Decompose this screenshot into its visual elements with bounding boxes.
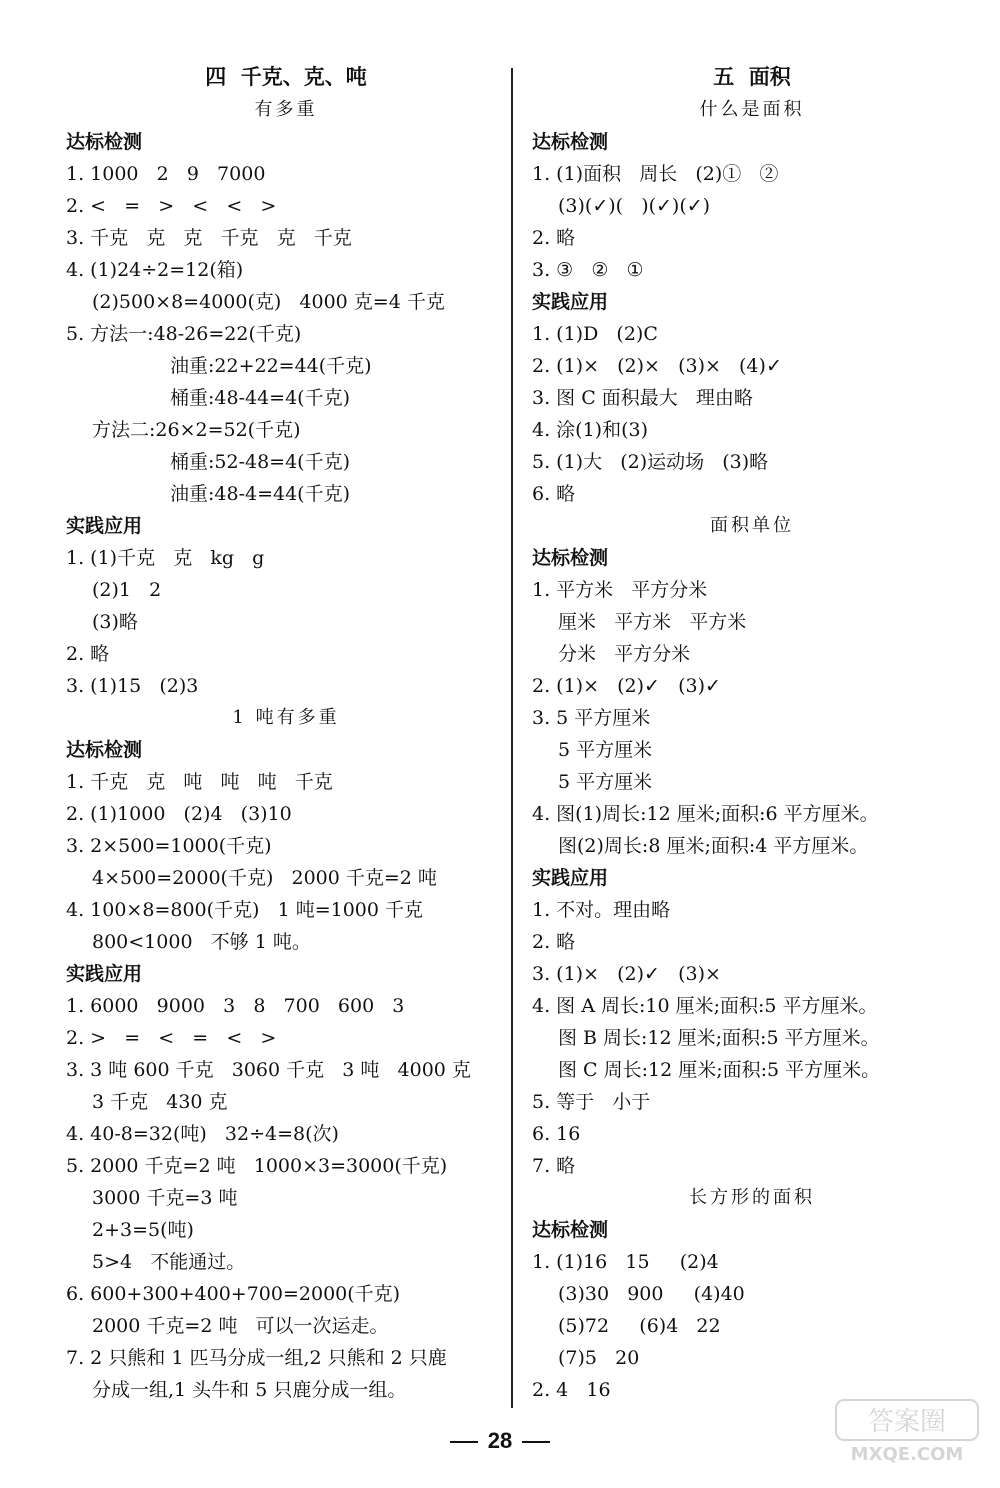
answer-line: 1. 千克 克 吨 吨 吨 千克 — [66, 771, 333, 793]
chapter-title: 五 面积 — [713, 64, 791, 89]
answer-line: 2. > = < = < > — [66, 1027, 277, 1049]
right-column — [532, 60, 972, 1406]
answer-line: 800<1000 不够 1 吨。 — [92, 931, 311, 953]
section-heading: 实践应用 — [66, 963, 143, 985]
answer-line: 4. 涂(1)和(3) — [532, 419, 648, 441]
section-subtitle: 面积单位 — [710, 515, 794, 536]
section-heading: 实践应用 — [532, 291, 609, 313]
answer-line: 方法二:26×2=52(千克) — [92, 419, 301, 441]
section-heading: 达标检测 — [532, 1219, 609, 1241]
answer-line: 3. (1)15 (2)3 — [66, 675, 199, 697]
answer-line: 厘米 平方米 平方米 — [558, 611, 747, 633]
answer-line: 2. (1)× (2)✓ (3)✓ — [532, 675, 721, 697]
answer-line: 2. < = > < < > — [66, 195, 277, 217]
answer-line: (3)(✓)( )(✓)(✓) — [558, 195, 711, 217]
answer-line: 6. 600+300+400+700=2000(千克) — [66, 1283, 401, 1305]
answer-line: 桶重:48-44=4(千克) — [170, 387, 351, 409]
answer-line: (3)30 900 (4)40 — [558, 1283, 745, 1305]
answer-line: 1. (1)D (2)C — [532, 323, 658, 345]
answer-line: 4. 100×8=800(千克) 1 吨=1000 千克 — [66, 899, 424, 921]
section-heading: 达标检测 — [66, 739, 143, 761]
page-number-text: 28 — [487, 1428, 513, 1453]
answer-line: 3. 5 平方厘米 — [532, 707, 651, 729]
section-heading: 实践应用 — [66, 515, 143, 537]
answer-line: 图 C 周长:12 厘米;面积:5 平方厘米。 — [558, 1059, 881, 1081]
answer-line: 4. 图(1)周长:12 厘米;面积:6 平方厘米。 — [532, 803, 879, 825]
answer-line: 5>4 不能通过。 — [92, 1251, 246, 1273]
answer-line: 3. 千克 克 克 千克 克 千克 — [66, 227, 352, 249]
answer-line: 桶重:52-48=4(千克) — [170, 451, 351, 473]
left-column — [66, 60, 506, 1406]
section-subtitle: 1 吨有多重 — [232, 707, 340, 728]
answer-line: 5. 2000 千克=2 吨 1000×3=3000(千克) — [66, 1155, 448, 1177]
watermark-line2: MXQE.COM — [850, 1444, 964, 1465]
answer-line: 3 千克 430 克 — [92, 1091, 228, 1113]
answer-line: 6. 略 — [532, 483, 576, 505]
answer-line: 图 B 周长:12 厘米;面积:5 平方厘米。 — [558, 1027, 880, 1049]
answer-line: 1. 不对。理由略 — [532, 899, 671, 921]
answer-line: 油重:48-4=44(千克) — [170, 483, 351, 505]
answer-line: 2. (1)1000 (2)4 (3)10 — [66, 803, 292, 825]
section-heading: 达标检测 — [66, 131, 143, 153]
answer-line: 1. 平方米 平方分米 — [532, 579, 708, 601]
answer-line: 1. 1000 2 9 7000 — [66, 163, 266, 185]
answer-line: 3. 图 C 面积最大 理由略 — [532, 387, 753, 409]
answer-line: 5 平方厘米 — [558, 771, 653, 793]
answer-line: 6. 16 — [532, 1123, 581, 1145]
answer-line: 4×500=2000(千克) 2000 千克=2 吨 — [92, 867, 437, 889]
section-subtitle: 长方形的面积 — [689, 1187, 815, 1208]
answer-line: (2)500×8=4000(克) 4000 克=4 千克 — [92, 291, 445, 313]
answer-line: 5. 方法一:48-26=22(千克) — [66, 323, 302, 345]
section-subtitle: 什么是面积 — [699, 99, 805, 120]
answer-line: 5 平方厘米 — [558, 739, 653, 761]
section-heading: 达标检测 — [532, 547, 609, 569]
answer-line: 4. 40-8=32(吨) 32÷4=8(次) — [66, 1123, 339, 1145]
answer-line: 7. 2 只熊和 1 匹马分成一组,2 只熊和 2 只鹿 — [66, 1347, 447, 1369]
watermark-line1: 答案圈 — [867, 1407, 947, 1437]
dash-left — [450, 1441, 478, 1443]
answer-line: (7)5 20 — [558, 1347, 640, 1369]
answer-line: 2+3=5(吨) — [92, 1219, 194, 1241]
answer-line: 7. 略 — [532, 1155, 576, 1177]
answer-line: 分米 平方分米 — [558, 643, 691, 665]
answer-line: (2)1 2 — [92, 579, 162, 601]
answer-line: 2. 略 — [66, 643, 110, 665]
answer-line: 2. 4 16 — [532, 1379, 611, 1401]
answer-line: 2. (1)× (2)× (3)× (4)✓ — [532, 355, 782, 377]
answer-line: 1. (1)千克 克 kg g — [66, 547, 265, 569]
chapter-title: 四 千克、克、吨 — [205, 64, 367, 89]
answer-line: 图(2)周长:8 厘米;面积:4 平方厘米。 — [558, 835, 869, 857]
section-heading: 达标检测 — [532, 131, 609, 153]
answer-line: 4. (1)24÷2=12(箱) — [66, 259, 244, 281]
answer-line: 4. 图 A 周长:10 厘米;面积:5 平方厘米。 — [532, 995, 878, 1017]
answer-line: 分成一组,1 头牛和 5 只鹿分成一组。 — [92, 1379, 407, 1401]
section-subtitle: 有多重 — [254, 99, 318, 120]
answer-line: 2. 略 — [532, 931, 576, 953]
answer-line: 2. 略 — [532, 227, 576, 249]
answer-line: 1. 6000 9000 3 8 700 600 3 — [66, 995, 405, 1017]
answer-line: 3. 3 吨 600 千克 3060 千克 3 吨 4000 克 — [66, 1059, 471, 1081]
dash-right — [522, 1441, 550, 1443]
answer-line: 3000 千克=3 吨 — [92, 1187, 238, 1209]
watermark-logo — [832, 1396, 982, 1466]
answer-line: (3)略 — [92, 611, 138, 633]
column-divider — [511, 68, 513, 1408]
answer-line: 1. (1)16 15 (2)4 — [532, 1251, 719, 1273]
answer-line: 2000 千克=2 吨 可以一次运走。 — [92, 1315, 389, 1337]
section-heading: 实践应用 — [532, 867, 609, 889]
answer-line: 5. 等于 小于 — [532, 1091, 651, 1113]
answer-line: 3. ③ ② ① — [532, 259, 644, 281]
answer-line: 油重:22+22=44(千克) — [170, 355, 372, 377]
answer-line: 3. (1)× (2)✓ (3)× — [532, 963, 721, 985]
answer-line: (5)72 (6)4 22 — [558, 1315, 721, 1337]
answer-line: 5. (1)大 (2)运动场 (3)略 — [532, 451, 769, 473]
answer-line: 1. (1)面积 周长 (2)① ② — [532, 163, 779, 185]
answer-line: 3. 2×500=1000(千克) — [66, 835, 272, 857]
